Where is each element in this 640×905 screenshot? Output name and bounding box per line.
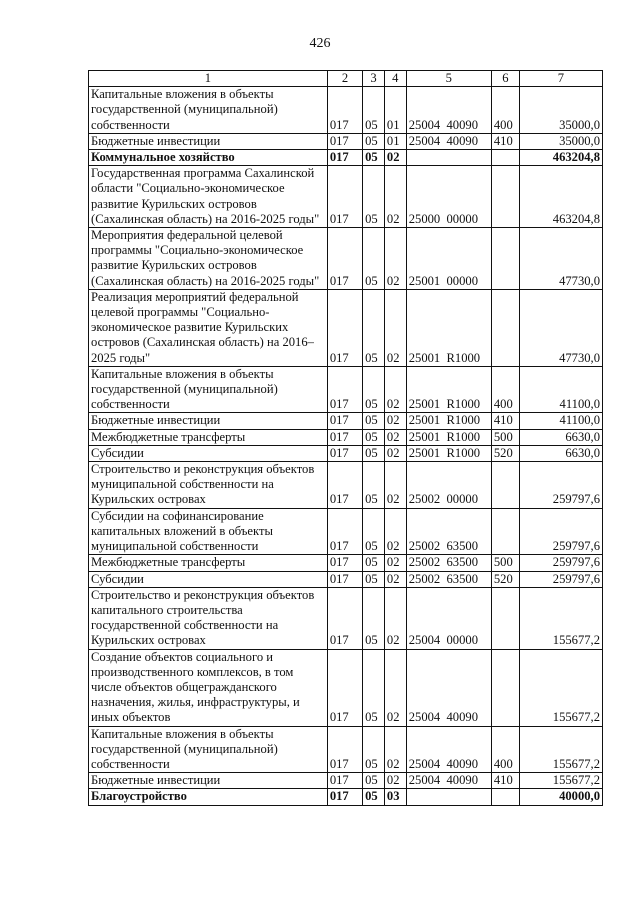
cell-expense-type-code [491,789,519,805]
cell-subsection-code: 02 [384,413,406,429]
header-col-1: 1 [89,71,328,87]
cell-section-code: 05 [363,228,385,290]
cell-section-code: 05 [363,413,385,429]
cell-subsection-code: 02 [384,649,406,726]
cell-ministry-code: 017 [327,228,362,290]
table-row [89,133,603,149]
cell-expense-type-code: 410 [491,133,519,149]
cell-target-article-code: 25001 R1000 [406,289,491,366]
page-number: 426 [309,36,331,51]
cell-target-article-code: 25001 R1000 [406,445,491,461]
table-row [89,789,603,805]
cell-section-code: 05 [363,366,385,413]
cell-target-article-code: 25004 40090 [406,87,491,134]
cell-amount: 47730,0 [519,289,602,366]
cell-section-code: 05 [363,87,385,134]
cell-target-article-code: 25002 63500 [406,508,491,555]
cell-subsection-code: 01 [384,87,406,134]
cell-amount: 259797,6 [519,462,602,509]
cell-name: Субсидии [89,445,328,461]
cell-expense-type-code [491,166,519,228]
cell-amount: 6630,0 [519,429,602,445]
cell-subsection-code: 02 [384,366,406,413]
cell-name: Межбюджетные трансферты [89,555,328,571]
cell-expense-type-code: 520 [491,445,519,461]
cell-expense-type-code [491,649,519,726]
cell-subsection-code: 02 [384,587,406,649]
cell-expense-type-code: 410 [491,413,519,429]
cell-section-code: 05 [363,571,385,587]
table-row [89,87,603,134]
cell-target-article-code: 25004 40090 [406,726,491,773]
cell-ministry-code: 017 [327,429,362,445]
header-col-6: 6 [491,71,519,87]
table-row [89,649,603,726]
cell-ministry-code: 017 [327,150,362,166]
cell-name: Коммунальное хозяйство [89,150,328,166]
cell-ministry-code: 017 [327,133,362,149]
cell-section-code: 05 [363,773,385,789]
cell-section-code: 05 [363,445,385,461]
cell-amount: 259797,6 [519,508,602,555]
cell-amount: 47730,0 [519,228,602,290]
cell-expense-type-code: 400 [491,726,519,773]
cell-expense-type-code: 500 [491,555,519,571]
cell-amount: 41100,0 [519,366,602,413]
table-row [89,445,603,461]
cell-ministry-code: 017 [327,462,362,509]
cell-amount: 155677,2 [519,649,602,726]
cell-target-article-code: 25001 00000 [406,228,491,290]
cell-subsection-code: 02 [384,150,406,166]
cell-expense-type-code: 400 [491,366,519,413]
cell-amount: 463204,8 [519,166,602,228]
cell-subsection-code: 02 [384,773,406,789]
cell-target-article-code: 25004 40090 [406,773,491,789]
table-row [89,555,603,571]
table-row [89,150,603,166]
cell-expense-type-code: 520 [491,571,519,587]
cell-amount: 155677,2 [519,587,602,649]
cell-name: Мероприятия федеральной целевой программы "Социально-экономическое развитие Курильских островов (Сахалинская область) на 2016-2025 годы" [89,228,328,290]
cell-target-article-code: 25002 00000 [406,462,491,509]
cell-ministry-code: 017 [327,789,362,805]
cell-name: Капитальные вложения в объекты государственной (муниципальной) собственности [89,87,328,134]
cell-target-article-code: 25000 00000 [406,166,491,228]
table-row [89,587,603,649]
cell-name: Реализация мероприятий федеральной целевой программы "Социально-экономическое развитие Курильских островов (Сахалинская область) на 2016–2025 годы" [89,289,328,366]
cell-ministry-code: 017 [327,649,362,726]
cell-amount: 35000,0 [519,133,602,149]
table-row [89,166,603,228]
cell-target-article-code: 25004 40090 [406,649,491,726]
cell-ministry-code: 017 [327,571,362,587]
cell-expense-type-code [491,462,519,509]
cell-name: Бюджетные инвестиции [89,773,328,789]
cell-expense-type-code [491,508,519,555]
cell-subsection-code: 02 [384,289,406,366]
cell-amount: 155677,2 [519,773,602,789]
cell-amount: 259797,6 [519,555,602,571]
cell-ministry-code: 017 [327,445,362,461]
table-body [89,87,603,805]
cell-ministry-code: 017 [327,726,362,773]
table-row [89,289,603,366]
cell-subsection-code: 02 [384,571,406,587]
cell-expense-type-code [491,150,519,166]
cell-target-article-code: 25001 R1000 [406,366,491,413]
cell-target-article-code: 25004 40090 [406,133,491,149]
cell-section-code: 05 [363,587,385,649]
cell-amount: 41100,0 [519,413,602,429]
cell-subsection-code: 02 [384,228,406,290]
cell-expense-type-code [491,289,519,366]
cell-ministry-code: 017 [327,555,362,571]
cell-section-code: 05 [363,150,385,166]
cell-name: Субсидии на софинансирование капитальных вложений в объекты муниципальной собственности [89,508,328,555]
cell-target-article-code: 25002 63500 [406,555,491,571]
header-col-2: 2 [327,71,362,87]
cell-section-code: 05 [363,166,385,228]
cell-amount: 6630,0 [519,445,602,461]
cell-name: Государственная программа Сахалинской области "Социально-экономическое развитие Курильских островов (Сахалинская область) на 2016-2025 годы" [89,166,328,228]
header-col-7: 7 [519,71,602,87]
cell-ministry-code: 017 [327,413,362,429]
cell-name: Субсидии [89,571,328,587]
cell-target-article-code: 25001 R1000 [406,429,491,445]
cell-amount: 463204,8 [519,150,602,166]
cell-section-code: 05 [363,508,385,555]
table-row [89,228,603,290]
cell-subsection-code: 02 [384,462,406,509]
cell-ministry-code: 017 [327,366,362,413]
cell-ministry-code: 017 [327,508,362,555]
cell-target-article-code [406,789,491,805]
header-col-5: 5 [406,71,491,87]
cell-name: Создание объектов социального и производственного комплексов, в том числе объектов общегражданского назначения, жилья, инфраструктуры, и иных объектов [89,649,328,726]
cell-subsection-code: 02 [384,445,406,461]
cell-name: Капитальные вложения в объекты государственной (муниципальной) собственности [89,726,328,773]
cell-subsection-code: 02 [384,166,406,228]
cell-section-code: 05 [363,429,385,445]
cell-amount: 40000,0 [519,789,602,805]
cell-ministry-code: 017 [327,87,362,134]
table-row [89,462,603,509]
cell-expense-type-code [491,587,519,649]
cell-amount: 155677,2 [519,726,602,773]
cell-section-code: 05 [363,726,385,773]
cell-expense-type-code: 400 [491,87,519,134]
cell-expense-type-code [491,228,519,290]
cell-name: Строительство и реконструкция объектов муниципальной собственности на Курильских островах [89,462,328,509]
cell-target-article-code: 25001 R1000 [406,413,491,429]
cell-amount: 259797,6 [519,571,602,587]
cell-section-code: 05 [363,289,385,366]
table-header-row [89,71,603,87]
cell-subsection-code: 02 [384,508,406,555]
cell-subsection-code: 02 [384,429,406,445]
header-col-4: 4 [384,71,406,87]
cell-section-code: 05 [363,649,385,726]
cell-subsection-code: 01 [384,133,406,149]
budget-table [88,70,603,806]
cell-amount: 35000,0 [519,87,602,134]
table-row [89,429,603,445]
cell-ministry-code: 017 [327,773,362,789]
cell-name: Капитальные вложения в объекты государственной (муниципальной) собственности [89,366,328,413]
table-row [89,413,603,429]
cell-ministry-code: 017 [327,166,362,228]
table-row [89,366,603,413]
cell-target-article-code: 25002 63500 [406,571,491,587]
cell-name: Благоустройство [89,789,328,805]
cell-subsection-code: 02 [384,726,406,773]
table-row [89,726,603,773]
cell-section-code: 05 [363,462,385,509]
cell-name: Межбюджетные трансферты [89,429,328,445]
table-row [89,508,603,555]
table-row [89,773,603,789]
header-col-3: 3 [363,71,385,87]
cell-section-code: 05 [363,133,385,149]
cell-target-article-code [406,150,491,166]
cell-expense-type-code: 500 [491,429,519,445]
cell-section-code: 05 [363,789,385,805]
cell-section-code: 05 [363,555,385,571]
cell-expense-type-code: 410 [491,773,519,789]
cell-target-article-code: 25004 00000 [406,587,491,649]
table-row [89,571,603,587]
cell-name: Бюджетные инвестиции [89,133,328,149]
cell-subsection-code: 03 [384,789,406,805]
cell-name: Бюджетные инвестиции [89,413,328,429]
cell-ministry-code: 017 [327,289,362,366]
cell-name: Строительство и реконструкция объектов капитального строительства государственной собственности на Курильских островах [89,587,328,649]
cell-subsection-code: 02 [384,555,406,571]
cell-ministry-code: 017 [327,587,362,649]
